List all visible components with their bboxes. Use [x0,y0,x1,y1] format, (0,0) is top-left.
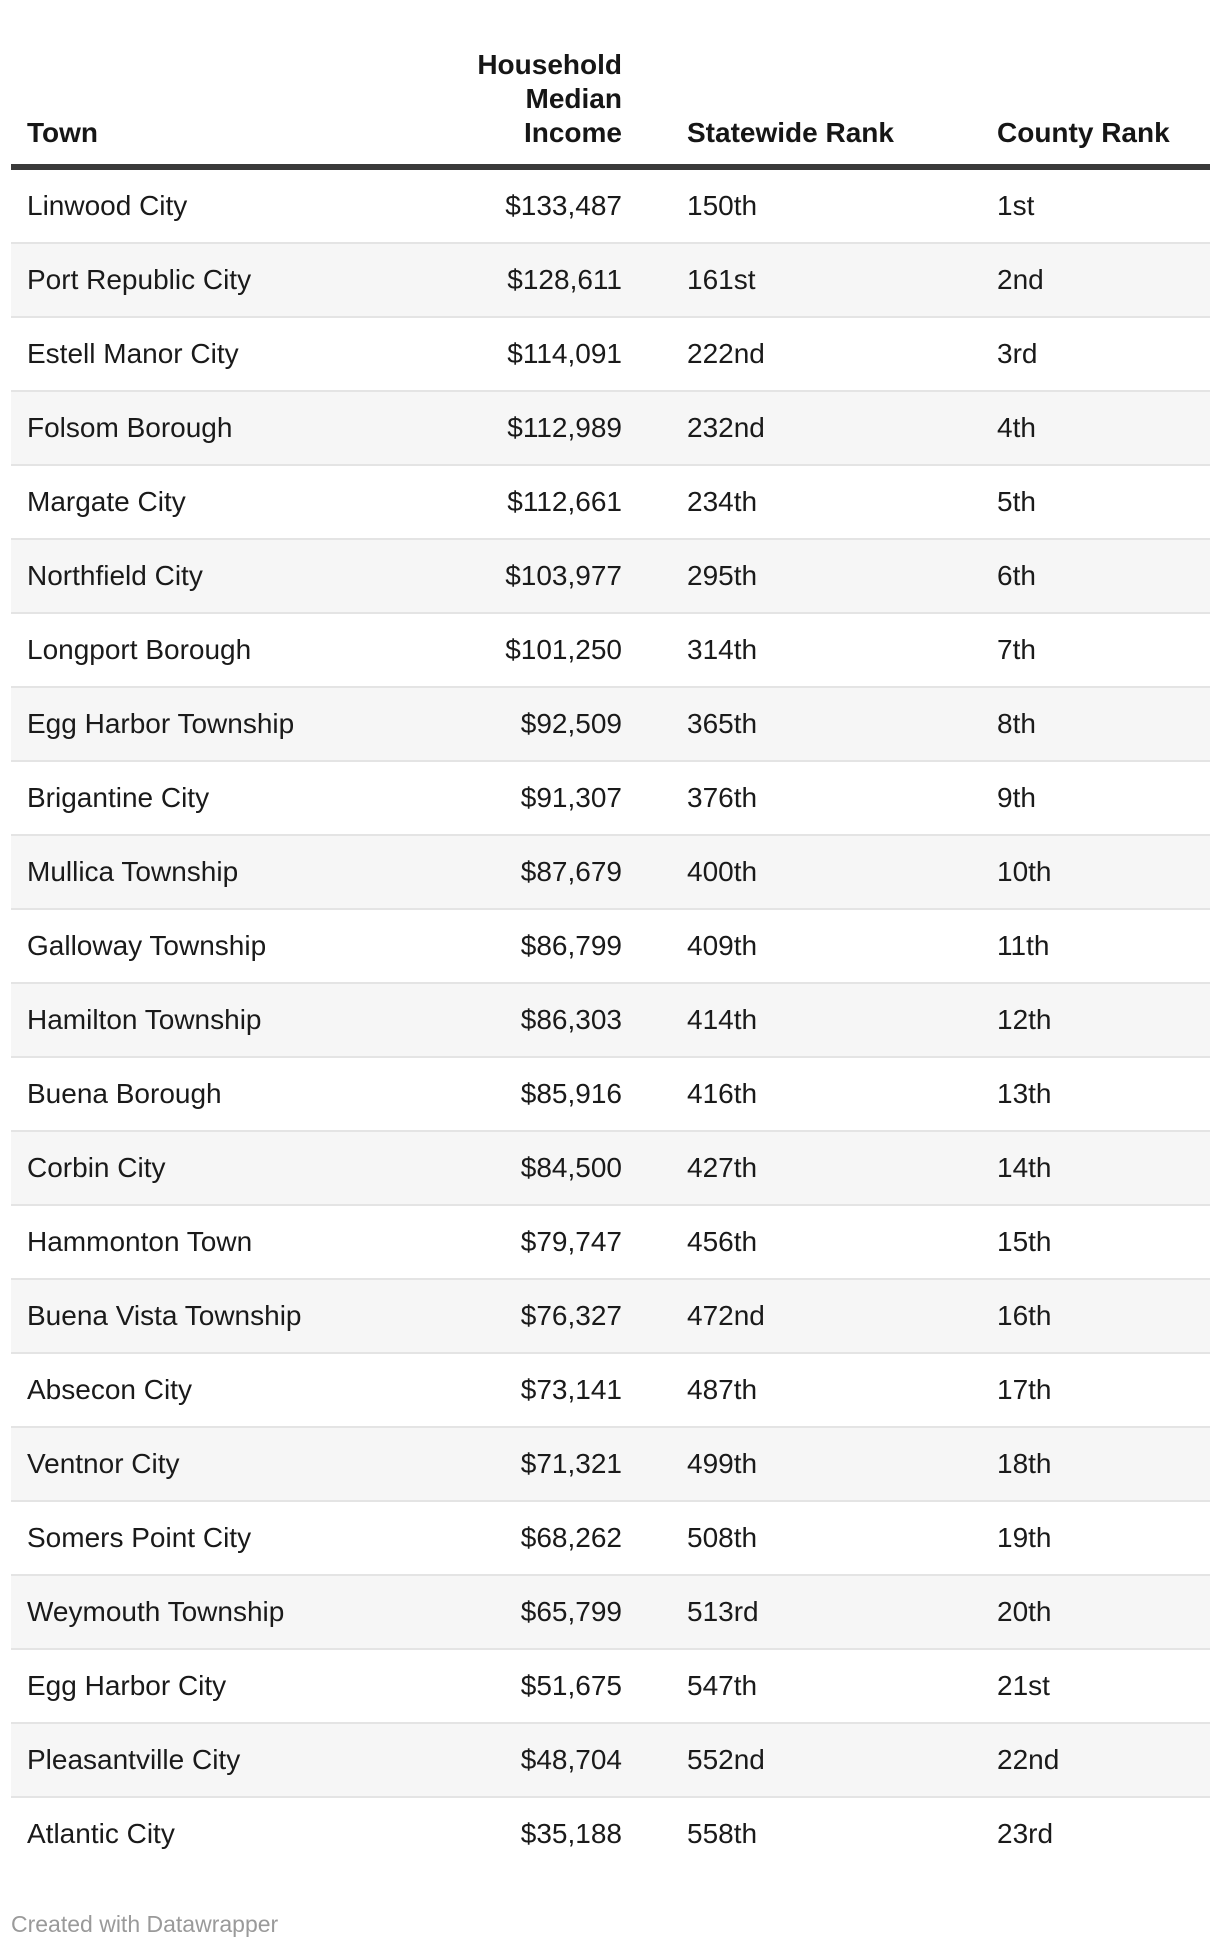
county-rank-cell: 21st [981,1649,1210,1723]
county-rank-cell: 19th [981,1501,1210,1575]
income-cell: $84,500 [358,1131,638,1205]
income-cell: $112,989 [358,391,638,465]
county-rank-cell: 22nd [981,1723,1210,1797]
county-rank-cell: 12th [981,983,1210,1057]
county-rank-cell: 4th [981,391,1210,465]
statewide-rank-cell: 222nd [638,317,981,391]
county-rank-cell: 7th [981,613,1210,687]
town-cell [11,687,358,761]
table-row [11,1797,1210,1870]
income-cell: $86,303 [358,983,638,1057]
county-rank-cell: 1st [997,190,1035,221]
town-cell [11,761,358,835]
income-cell: $92,509 [358,687,638,761]
table-row [11,391,1210,465]
county-rank-cell: 14th [981,1131,1210,1205]
header-town: Town [11,0,358,167]
table-row [11,1723,1210,1797]
county-rank-cell: 6th [981,539,1210,613]
table-row [11,465,1210,539]
town-cell [11,909,358,983]
town-cell [11,1649,358,1723]
statewide-rank-cell: 414th [638,983,981,1057]
town-cell [11,1131,358,1205]
income-cell: $65,799 [358,1575,638,1649]
table-row [11,761,1210,835]
town-name: Longport Borough [27,634,252,665]
income-cell: $79,747 [358,1205,638,1279]
header-county-rank: County Rank [981,0,1210,167]
town-cell [11,1427,358,1501]
town-cell [11,1501,358,1575]
income-cell: $112,661 [358,465,638,539]
county-rank-cell: 2nd [981,243,1210,317]
income-cell: $87,679 [358,835,638,909]
town-name: Mullica Township [27,856,239,887]
header-income-line1: Household Median [477,49,622,114]
header-household-median-income [358,0,638,167]
statewide-rank-cell: 472nd [638,1279,981,1353]
county-rank-cell: 16th [981,1279,1210,1353]
town-name: Pleasantville City [27,1744,241,1775]
town-cell [11,1797,358,1870]
statewide-rank-cell: 409th [638,909,981,983]
income-rank-table [11,0,1210,1870]
statewide-rank-cell: 365th [638,687,981,761]
income-cell: $86,799 [358,909,638,983]
town-name: Corbin City [27,1152,166,1183]
table-row [11,909,1210,983]
statewide-rank-cell: 314th [638,613,981,687]
town-name: Egg Harbor Township [27,708,295,739]
statewide-rank-cell: 499th [638,1427,981,1501]
income-cell: $48,704 [358,1723,638,1797]
town-cell [11,1723,358,1797]
town-cell [11,835,358,909]
statewide-rank-cell: 547th [638,1649,981,1723]
income-cell: $133,487 [505,190,622,221]
town-cell [11,465,358,539]
income-rank-table-container [11,0,1210,1870]
income-cell: $91,307 [358,761,638,835]
statewide-rank-cell: 552nd [638,1723,981,1797]
table-row [11,1427,1210,1501]
statewide-rank-cell: 400th [638,835,981,909]
header-row [11,0,1210,167]
table-row [11,983,1210,1057]
town-cell [11,317,358,391]
table-row [11,1649,1210,1723]
town-name: Hamilton Township [27,1004,262,1035]
county-rank-cell: 15th [981,1205,1210,1279]
income-cell: $103,977 [358,539,638,613]
income-cell: $114,091 [358,317,638,391]
header-statewide-rank: Statewide Rank [638,0,981,167]
town-cell [11,1575,358,1649]
town-cell [11,1205,358,1279]
town-name: Estell Manor City [27,338,239,369]
town-cell [11,243,358,317]
town-name: Buena Borough [27,1078,222,1109]
town-cell [11,983,358,1057]
town-name: Atlantic City [27,1818,175,1849]
income-cell: $68,262 [358,1501,638,1575]
datawrapper-credit-link[interactable]: Created with Datawrapper [11,1911,279,1937]
county-rank-cell: 10th [981,835,1210,909]
county-rank-cell: 3rd [981,317,1210,391]
town-cell [11,1353,358,1427]
table-row [11,1131,1210,1205]
statewide-rank-cell: 234th [638,465,981,539]
statewide-rank-cell: 456th [638,1205,981,1279]
header-income-line2: Income [523,117,622,148]
town-name: Margate City [27,486,186,517]
statewide-rank-cell: 487th [638,1353,981,1427]
table-header [11,0,1210,167]
table-row [11,1205,1210,1279]
county-rank-cell: 8th [981,687,1210,761]
statewide-rank-cell: 558th [638,1797,981,1870]
town-name: Egg Harbor City [27,1670,227,1701]
table-row [11,1279,1210,1353]
town-name: Galloway Township [27,930,267,961]
county-rank-cell: 20th [981,1575,1210,1649]
income-cell: $76,327 [358,1279,638,1353]
town-name: Folsom Borough [27,412,233,443]
county-rank-cell: 23rd [981,1797,1210,1870]
county-rank-cell: 11th [981,909,1210,983]
income-cell: $35,188 [358,1797,638,1870]
town-cell [11,391,358,465]
income-cell: $73,141 [358,1353,638,1427]
county-rank-cell: 9th [981,761,1210,835]
table-row [11,1575,1210,1649]
table-row [11,835,1210,909]
table-row [11,687,1210,761]
town-cell [11,167,358,243]
town-name: Weymouth Township [27,1596,285,1627]
county-rank-cell: 18th [981,1427,1210,1501]
statewide-rank-cell: 150th [687,190,758,221]
table-row [11,1057,1210,1131]
town-name: Port Republic City [27,264,252,295]
income-cell: $51,675 [358,1649,638,1723]
town-name: Buena Vista Township [27,1300,302,1331]
income-cell: $71,321 [358,1427,638,1501]
statewide-rank-cell: 513rd [638,1575,981,1649]
town-name: Hammonton Town [27,1226,253,1257]
county-rank-cell: 13th [981,1057,1210,1131]
statewide-rank-cell: 295th [638,539,981,613]
town-cell [11,1279,358,1353]
table-row [11,613,1210,687]
statewide-rank-cell: 508th [638,1501,981,1575]
town-name: Linwood City [27,190,188,221]
town-cell [11,613,358,687]
table-row [11,317,1210,391]
town-name: Ventnor City [27,1448,180,1479]
income-cell: $85,916 [358,1057,638,1131]
town-name: Brigantine City [27,782,210,813]
statewide-rank-cell: 427th [638,1131,981,1205]
town-name: Absecon City [27,1374,192,1405]
statewide-rank-cell: 161st [638,243,981,317]
town-name: Somers Point City [27,1522,252,1553]
town-name: Northfield City [27,560,203,591]
statewide-rank-cell: 376th [638,761,981,835]
table-row [11,539,1210,613]
table-row [11,1501,1210,1575]
income-cell: $101,250 [358,613,638,687]
county-rank-cell: 5th [981,465,1210,539]
town-cell [11,1057,358,1131]
town-cell [11,539,358,613]
statewide-rank-cell: 232nd [638,391,981,465]
table-row [11,167,1210,243]
table-row [11,1353,1210,1427]
table-body [11,167,1210,1870]
income-cell: $128,611 [358,243,638,317]
table-row [11,243,1210,317]
county-rank-cell: 17th [981,1353,1210,1427]
statewide-rank-cell: 416th [638,1057,981,1131]
